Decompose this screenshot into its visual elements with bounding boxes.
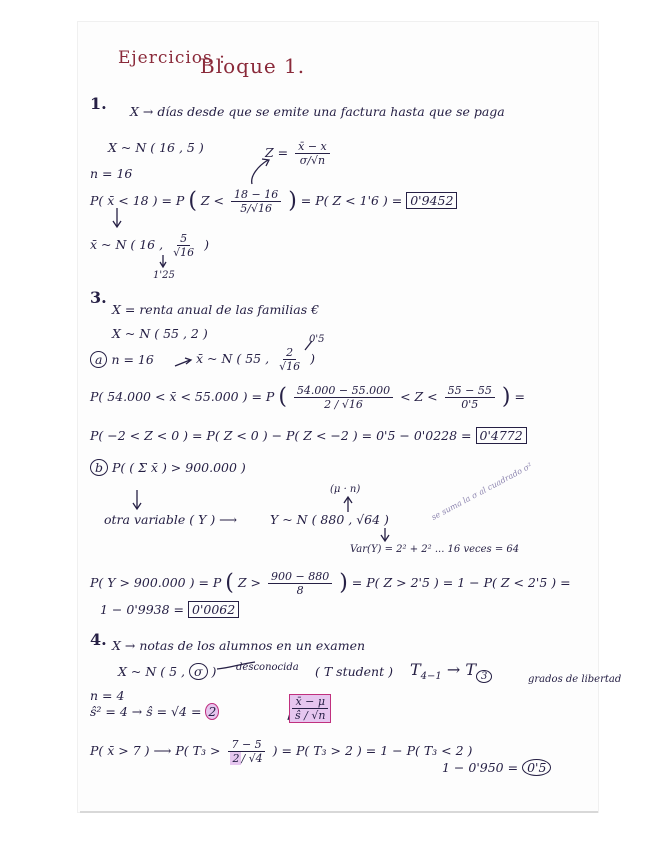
exercise-3a-xbar-close: ): [310, 351, 315, 366]
exercise-3a-xbar-lhs: x̄ ~ N ( 55 ,: [196, 351, 270, 366]
exercise-4-probability: [90, 738, 472, 765]
exercise-3b-answer: 0'0062: [188, 601, 239, 618]
exercise-4-t-arrow: →: [446, 660, 461, 679]
exercise-3b-probability-2: P( Y > 900.000 ) = P ( Z > $\frac{900 - 880}{8}$ ) = P( Z > 2'5 ) = 1 − P( Z < 2'5 ) =: [90, 570, 571, 597]
exercise-4-number: 4.: [90, 630, 107, 649]
exercise-4-sigma: σ: [189, 663, 208, 680]
exercise-4-dist-rhs: ): [211, 664, 217, 679]
exercise-3b-mu-n: (μ · n): [330, 484, 361, 495]
exercise-4-prob-fraction: [227, 738, 265, 765]
exercise-3-number: 3.: [90, 288, 107, 307]
exercise-3b-header: [90, 460, 246, 476]
exercise-1-prob-numerator: 18 − 16: [231, 188, 281, 202]
exercise-3a-prob-end: =: [514, 389, 525, 404]
exercise-4-formula: [286, 694, 334, 723]
exercise-4-t3-symbol: T: [465, 660, 477, 679]
exercise-3-distribution: X ~ N ( 55 , 2 ): [112, 326, 208, 341]
exercise-3a-header: [90, 352, 154, 368]
exercise-1-xbar-lhs: x̄ ~ N ( 16 ,: [90, 237, 164, 252]
exercise-4-distribution: [118, 664, 216, 680]
exercise-1-xbar-distribution: [90, 232, 209, 259]
exercise-1-n: n = 16: [90, 166, 133, 181]
exercise-3b-prob2-mid: = P( Z > 2'5 ) = 1 − P( Z < 2'5 ) =: [351, 575, 571, 590]
exercise-4-s-line: [90, 704, 219, 720]
exercise-1-xbar-denominator: √16: [173, 246, 195, 259]
exercise-4-s-value: 2: [205, 703, 219, 720]
exercise-3a-xbar-denominator: √16: [279, 360, 301, 373]
exercise-4-dist-lhs: X ~ N ( 5 ,: [118, 664, 185, 679]
exercise-4-formula-denominator: ŝ / √n: [295, 709, 326, 722]
exercise-1-prob-fraction: [231, 188, 281, 215]
exercise-3a-line-2: [90, 428, 527, 444]
exercise-1-prob-denominator: 5/√16: [240, 202, 272, 215]
exercise-3a-answer: 0'4772: [476, 427, 527, 444]
exercise-3b-prob2-fraction: [268, 570, 332, 597]
exercise-4-answer: 0'5: [522, 759, 551, 776]
exercise-4-prob-numerator: 7 − 5: [228, 738, 264, 752]
exercise-3b-prob2-denominator: 8: [296, 584, 304, 597]
exercise-1-statement: X → días desde que se emite una factura hasta que se paga: [130, 104, 505, 119]
exercise-3a-prob-lhs: P( 54.000 < x̄ < 55.000 ): [90, 389, 248, 404]
z-formula-lhs: Z =: [265, 145, 289, 160]
exercise-1-prob-lhs: P( x̄ < 18 ) = P: [90, 193, 185, 208]
exercise-3b-prob2-lhs: P( Y > 900.000 ) = P: [90, 575, 222, 590]
exercise-3a-prob-eq: = P: [251, 389, 275, 404]
exercise-3a-line-2-text: P( −2 < Z < 0 ) = P( Z < 0 ) − P( Z < −2 ) = 0'5 − 0'0228 =: [90, 428, 472, 443]
exercise-1-xbar-fraction: [170, 232, 197, 259]
exercise-4-prob-den-b: / √4: [241, 752, 263, 765]
exercise-1-xbar-numerator: 5: [177, 232, 190, 246]
exercise-1-probability: P( x̄ < 18 ) = P ( Z < $\frac{18 - 16}{5/√16}$ ) = P( Z < 1'6 ) = 0'9452: [90, 188, 457, 215]
exercise-4-t-sub: 4−1: [420, 671, 442, 683]
exercise-3a-fraction-2: [445, 384, 495, 411]
exercise-3a-numerator-2: 55 − 55: [445, 384, 495, 398]
page-edge: [80, 811, 598, 813]
exercise-3b-prob2-z: Z >: [237, 575, 262, 590]
exercise-3b-line-3-text: 1 − 0'9938 =: [100, 602, 185, 617]
exercise-1-distribution: X ~ N ( 16 , 5 ): [108, 140, 204, 155]
exercise-3b-probability: P( ( Σ x̄ ) > 900.000 ): [112, 460, 246, 475]
exercise-3b-other-variable: otra variable ( Y ) ⟶: [104, 512, 238, 527]
exercise-3a-probability: P( 54.000 < x̄ < 55.000 ) = P ( $\frac{54.000 - 55.000}{2 / √16}$ < Z < $\frac{55 - 55}{0'5}$ ) =: [90, 384, 525, 411]
exercise-4-grados: grados de libertad: [528, 674, 622, 685]
exercise-3a-fraction-1: [294, 384, 393, 411]
exercise-3-statement: X = renta anual de las familias €: [112, 302, 320, 317]
exercise-3a-xbar-numerator: 2: [283, 346, 296, 360]
exercise-3a-denominator-2: 0'5: [461, 398, 479, 411]
exercise-3a-denominator-1: 2 / √16: [324, 398, 363, 411]
exercise-4-prob-denominator: [227, 752, 265, 765]
exercise-3b-side-note: se suma la σ al cuadrado σ²: [430, 461, 534, 522]
exercise-3a-xbar-value: 0'5: [309, 334, 325, 345]
exercise-3a-prob-mid: < Z <: [400, 389, 438, 404]
exercise-1-xbar-close: ): [204, 237, 209, 252]
exercise-4-line-2: [442, 760, 551, 776]
exercise-4-tstudent: ( T student ): [315, 664, 393, 679]
exercise-4-prob-den-a: 2: [232, 752, 240, 765]
exercise-4-t-symbol: T: [410, 660, 421, 679]
exercise-3b-distribution: Y ~ N ( 880 , √64 ): [270, 512, 389, 527]
exercise-1-z-formula: [265, 140, 333, 167]
exercise-1-number: 1.: [90, 94, 107, 113]
z-formula-denominator: σ/√n: [299, 154, 326, 167]
exercise-3a-xbar-fraction: [276, 346, 303, 373]
exercise-4-t-distribution: [410, 662, 492, 685]
exercise-4-s2: ŝ² = 4 → ŝ = √4 =: [90, 704, 202, 719]
z-formula-fraction: [295, 140, 330, 167]
header-ejercicios: Ejercicios :: [118, 48, 226, 68]
exercise-1-answer: 0'9452: [406, 192, 457, 209]
exercise-4-formula-fraction: [289, 694, 331, 723]
exercise-1-prob-mid: = P( Z < 1'6 ) =: [300, 193, 403, 208]
z-formula-numerator: x̄ − x: [295, 140, 330, 154]
exercise-3b-variance: Var(Y) = 2² + 2² ... 16 veces = 64: [350, 544, 520, 555]
exercise-1-prob-z: Z <: [200, 193, 225, 208]
exercise-4-statement: X → notas de los alumnos en un examen: [112, 638, 366, 653]
header-bloque: Bloque 1.: [200, 54, 306, 78]
exercise-4-formula-numerator: x̄ − μ: [292, 695, 328, 709]
exercise-3a-label: a: [90, 351, 107, 368]
exercise-3a-numerator-1: 54.000 − 55.000: [294, 384, 393, 398]
exercise-3b-line-3: [100, 602, 239, 618]
exercise-3a-xbar-distribution: [196, 346, 315, 373]
exercise-4-prob-mid: ) = P( T₃ > 2 ) = 1 − P( T₃ < 2 ): [272, 743, 473, 758]
exercise-4-prob-lhs: P( x̄ > 7 ) ⟶ P( T₃ >: [90, 743, 221, 758]
exercise-4-line-2-text: 1 − 0'950 =: [442, 760, 519, 775]
exercise-3b-label: b: [90, 459, 108, 476]
exercise-4-n: n = 4: [90, 688, 125, 703]
exercise-3b-prob2-numerator: 900 − 880: [268, 570, 332, 584]
exercise-3a-n: n = 16: [111, 352, 154, 367]
exercise-1-xbar-value: 1'25: [153, 270, 175, 281]
exercise-4-t3-sub: 3: [476, 670, 492, 683]
exercise-4-desconocida: desconocida: [236, 662, 299, 673]
